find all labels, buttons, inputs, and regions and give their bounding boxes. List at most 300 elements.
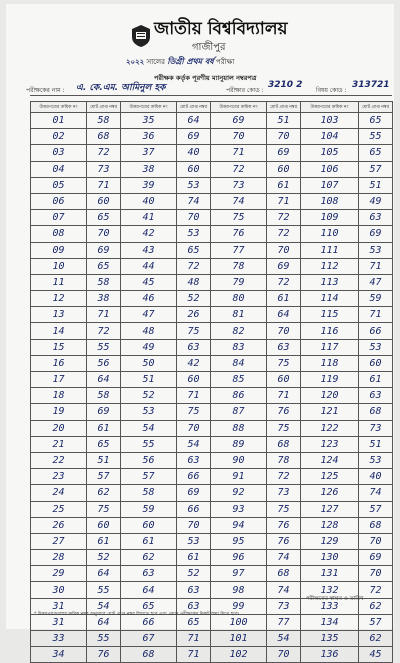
marks-cell: 76 [267, 517, 301, 533]
marks-cell: 49 [359, 193, 393, 209]
table-row [31, 452, 393, 468]
marks-cell: 26 [177, 307, 211, 323]
marks-cell: 71 [177, 631, 211, 647]
serial-cell: 52 [121, 388, 177, 404]
marks-cell: 65 [87, 436, 121, 452]
marks-cell: 64 [267, 307, 301, 323]
subject-value: 313721 [352, 80, 390, 90]
serial-cell: 129 [301, 533, 359, 549]
table-row [31, 226, 393, 242]
marks-cell: 60 [87, 517, 121, 533]
marks-cell: 63 [177, 582, 211, 598]
marks-cell: 69 [359, 226, 393, 242]
marks-cell: 71 [267, 388, 301, 404]
marks-cell: 68 [267, 436, 301, 452]
marks-cell: 74 [177, 193, 211, 209]
serial-cell: 58 [121, 485, 177, 501]
serial-cell: 61 [121, 533, 177, 549]
marks-cell: 63 [359, 388, 393, 404]
serial-cell: 84 [211, 355, 267, 371]
serial-cell: 62 [121, 550, 177, 566]
marks-cell: 51 [87, 452, 121, 468]
serial-cell: 77 [211, 242, 267, 258]
table-row [31, 242, 393, 258]
serial-cell: 116 [301, 323, 359, 339]
marks-cell: 63 [359, 210, 393, 226]
marks-cell: 70 [177, 517, 211, 533]
marks-cell: 40 [359, 469, 393, 485]
marks-cell: 57 [359, 501, 393, 517]
marks-cell: 60 [177, 372, 211, 388]
serial-cell: 55 [121, 436, 177, 452]
marks-cell: 70 [267, 323, 301, 339]
marks-cell: 58 [87, 388, 121, 404]
serial-cell: 99 [211, 598, 267, 614]
serial-cell: 85 [211, 372, 267, 388]
serial-cell: 134 [301, 614, 359, 630]
serial-cell: 91 [211, 469, 267, 485]
serial-cell: 64 [121, 582, 177, 598]
city-name: গাজীপুর [192, 42, 226, 53]
serial-cell: 37 [121, 145, 177, 161]
marks-cell: 71 [359, 307, 393, 323]
serial-cell: 28 [31, 550, 87, 566]
marks-cell: 66 [177, 501, 211, 517]
table-row [31, 274, 393, 290]
serial-cell: 135 [301, 631, 359, 647]
serial-cell: 70 [211, 129, 267, 145]
marks-cell: 52 [87, 550, 121, 566]
marks-cell: 65 [359, 113, 393, 129]
marks-cell: 76 [267, 533, 301, 549]
serial-cell: 25 [31, 501, 87, 517]
code-value: 3210 2 [268, 80, 303, 90]
marks-cell: 53 [177, 177, 211, 193]
form-title: পরীক্ষক কর্তৃক পূরণীয় ম্যানুয়াল নম্বরপত্র [154, 74, 257, 82]
serial-cell: 123 [301, 436, 359, 452]
serial-cell: 31 [31, 598, 87, 614]
marks-cell: 55 [87, 339, 121, 355]
marks-cell: 70 [267, 242, 301, 258]
serial-cell: 118 [301, 355, 359, 371]
serial-cell: 12 [31, 291, 87, 307]
serial-cell: 16 [31, 355, 87, 371]
serial-cell: 27 [31, 533, 87, 549]
marks-cell: 53 [177, 226, 211, 242]
marks-cell: 68 [359, 404, 393, 420]
table-row [31, 388, 393, 404]
serial-cell: 88 [211, 420, 267, 436]
serial-cell: 130 [301, 550, 359, 566]
marks-cell: 61 [267, 291, 301, 307]
column-header-marks: মোট প্রাপ্ত নম্বর [359, 102, 393, 113]
table-row [31, 355, 393, 371]
marks-cell: 54 [87, 598, 121, 614]
examiner-label: পরীক্ষকের নাম : [26, 87, 65, 94]
marks-cell: 65 [87, 258, 121, 274]
serial-cell: 107 [301, 177, 359, 193]
university-logo-icon [130, 24, 152, 48]
marks-cell: 40 [177, 145, 211, 161]
marks-cell: 52 [177, 291, 211, 307]
serial-cell: 24 [31, 485, 87, 501]
marks-cell: 74 [267, 550, 301, 566]
marks-cell: 61 [87, 420, 121, 436]
serial-cell: 100 [211, 614, 267, 630]
serial-cell: 15 [31, 339, 87, 355]
marks-cell: 75 [87, 501, 121, 517]
table-row [31, 566, 393, 582]
marks-cell: 73 [87, 161, 121, 177]
marks-cell: 53 [359, 242, 393, 258]
serial-cell: 49 [121, 339, 177, 355]
serial-cell: 82 [211, 323, 267, 339]
marks-cell: 51 [267, 113, 301, 129]
signature-label: পরীক্ষকের স্বাক্ষর ও তারিখ [306, 596, 364, 602]
serial-cell: 60 [121, 517, 177, 533]
serial-cell: 106 [301, 161, 359, 177]
serial-cell: 50 [121, 355, 177, 371]
serial-cell: 63 [121, 566, 177, 582]
table-row [31, 210, 393, 226]
marks-table [30, 101, 393, 663]
serial-cell: 81 [211, 307, 267, 323]
serial-cell: 06 [31, 193, 87, 209]
serial-cell: 21 [31, 436, 87, 452]
marks-cell: 60 [359, 355, 393, 371]
serial-cell: 112 [301, 258, 359, 274]
table-row [31, 533, 393, 549]
serial-cell: 117 [301, 339, 359, 355]
table-row [31, 550, 393, 566]
table-row [31, 420, 393, 436]
marks-cell: 62 [87, 485, 121, 501]
serial-cell: 34 [31, 647, 87, 663]
marks-cell: 55 [87, 582, 121, 598]
serial-cell: 76 [211, 226, 267, 242]
marks-cell: 75 [267, 501, 301, 517]
serial-cell: 94 [211, 517, 267, 533]
table-row [31, 307, 393, 323]
serial-cell: 73 [211, 177, 267, 193]
serial-cell: 17 [31, 372, 87, 388]
marks-cell: 75 [267, 420, 301, 436]
serial-cell: 45 [121, 274, 177, 290]
table-row [31, 145, 393, 161]
marks-cell: 74 [267, 582, 301, 598]
code-label: পরীক্ষার কোড : [226, 87, 264, 94]
marks-cell: 72 [267, 210, 301, 226]
serial-cell: 75 [211, 210, 267, 226]
serial-cell: 33 [31, 631, 87, 647]
table-row [31, 469, 393, 485]
serial-cell: 136 [301, 647, 359, 663]
marks-cell: 65 [177, 614, 211, 630]
serial-cell: 83 [211, 339, 267, 355]
serial-cell: 51 [121, 372, 177, 388]
serial-cell: 69 [211, 113, 267, 129]
serial-cell: 80 [211, 291, 267, 307]
marks-cell: 71 [87, 307, 121, 323]
serial-cell: 89 [211, 436, 267, 452]
serial-cell: 05 [31, 177, 87, 193]
marks-cell: 66 [359, 323, 393, 339]
serial-cell: 38 [121, 161, 177, 177]
marks-cell: 76 [267, 404, 301, 420]
marks-cell: 51 [359, 177, 393, 193]
marks-cell: 60 [267, 372, 301, 388]
marks-cell: 75 [177, 323, 211, 339]
serial-cell: 93 [211, 501, 267, 517]
serial-cell: 109 [301, 210, 359, 226]
serial-cell: 114 [301, 291, 359, 307]
marks-cell: 60 [267, 161, 301, 177]
table-row [31, 129, 393, 145]
serial-cell: 102 [211, 647, 267, 663]
marks-cell: 62 [359, 598, 393, 614]
serial-cell: 122 [301, 420, 359, 436]
serial-cell: 36 [121, 129, 177, 145]
serial-cell: 07 [31, 210, 87, 226]
serial-cell: 39 [121, 177, 177, 193]
marks-cell: 65 [359, 145, 393, 161]
serial-cell: 71 [211, 145, 267, 161]
serial-cell: 131 [301, 566, 359, 582]
serial-cell: 97 [211, 566, 267, 582]
marks-cell: 69 [177, 129, 211, 145]
marks-cell: 63 [267, 339, 301, 355]
marks-cell: 53 [177, 533, 211, 549]
serial-cell: 124 [301, 452, 359, 468]
serial-cell: 04 [31, 161, 87, 177]
marks-cell: 61 [267, 177, 301, 193]
marks-cell: 69 [177, 485, 211, 501]
table-row [31, 372, 393, 388]
serial-cell: 92 [211, 485, 267, 501]
table-row [31, 177, 393, 193]
marks-cell: 76 [87, 647, 121, 663]
serial-cell: 119 [301, 372, 359, 388]
serial-cell: 87 [211, 404, 267, 420]
serial-cell: 79 [211, 274, 267, 290]
serial-cell: 113 [301, 274, 359, 290]
column-header-serial: উত্তরপত্রের ক্রমিক নং [211, 102, 267, 113]
column-header-marks: মোট প্রাপ্ত নম্বর [177, 102, 211, 113]
marks-cell: 42 [177, 355, 211, 371]
marks-cell: 57 [87, 469, 121, 485]
marks-cell: 71 [177, 647, 211, 663]
marks-cell: 62 [359, 631, 393, 647]
marks-cell: 55 [359, 129, 393, 145]
serial-cell: 18 [31, 388, 87, 404]
marks-cell: 73 [359, 420, 393, 436]
table-row [31, 113, 393, 129]
table-row [31, 404, 393, 420]
serial-cell: 48 [121, 323, 177, 339]
marks-cell: 74 [359, 485, 393, 501]
serial-cell: 30 [31, 582, 87, 598]
serial-cell: 86 [211, 388, 267, 404]
column-header-serial: উত্তরপত্রের ক্রমিক নং [301, 102, 359, 113]
marks-cell: 72 [267, 469, 301, 485]
marks-cell: 61 [87, 533, 121, 549]
marks-cell: 70 [359, 566, 393, 582]
serial-cell: 22 [31, 452, 87, 468]
marks-cell: 57 [359, 161, 393, 177]
serial-cell: 31 [31, 614, 87, 630]
document-sheet [6, 4, 394, 661]
serial-cell: 67 [121, 631, 177, 647]
column-header-serial: উত্তরপত্রের ক্রমিক নং [121, 102, 177, 113]
serial-cell: 126 [301, 485, 359, 501]
marks-cell: 68 [359, 517, 393, 533]
marks-cell: 47 [359, 274, 393, 290]
marks-cell: 45 [359, 647, 393, 663]
serial-cell: 23 [31, 469, 87, 485]
serial-cell: 68 [121, 647, 177, 663]
marks-cell: 64 [87, 566, 121, 582]
marks-cell: 70 [267, 129, 301, 145]
marks-cell: 63 [177, 452, 211, 468]
marks-cell: 70 [359, 533, 393, 549]
serial-cell: 78 [211, 258, 267, 274]
examiner-name: এ. কে.এম. আমিনুল হক [76, 83, 166, 93]
table-header-row [31, 102, 393, 113]
marks-cell: 38 [87, 291, 121, 307]
marks-cell: 72 [177, 258, 211, 274]
university-title: জাতীয় বিশ্ববিদ্যালয় [154, 19, 288, 39]
serial-cell: 54 [121, 420, 177, 436]
marks-cell: 57 [359, 614, 393, 630]
marks-cell: 64 [87, 614, 121, 630]
marks-cell: 61 [177, 550, 211, 566]
exam-suffix: পরীক্ষা [215, 58, 235, 66]
serial-cell: 66 [121, 614, 177, 630]
serial-cell: 09 [31, 242, 87, 258]
marks-cell: 72 [267, 226, 301, 242]
serial-cell: 101 [211, 631, 267, 647]
marks-cell: 73 [267, 598, 301, 614]
serial-cell: 14 [31, 323, 87, 339]
marks-cell: 58 [87, 274, 121, 290]
serial-cell: 44 [121, 258, 177, 274]
serial-cell: 26 [31, 517, 87, 533]
serial-cell: 132 [301, 582, 359, 598]
serial-cell: 41 [121, 210, 177, 226]
marks-cell: 69 [87, 404, 121, 420]
serial-cell: 47 [121, 307, 177, 323]
marks-cell: 69 [267, 258, 301, 274]
marks-cell: 48 [177, 274, 211, 290]
serial-cell: 65 [121, 598, 177, 614]
table-row [31, 501, 393, 517]
marks-cell: 56 [87, 355, 121, 371]
marks-cell: 71 [359, 258, 393, 274]
marks-cell: 53 [359, 339, 393, 355]
marks-cell: 75 [267, 355, 301, 371]
serial-cell: 35 [121, 113, 177, 129]
table-row [31, 258, 393, 274]
subject-label: বিষয় কোড : [316, 87, 347, 94]
marks-cell: 69 [87, 242, 121, 258]
serial-cell: 104 [301, 129, 359, 145]
marks-cell: 61 [359, 372, 393, 388]
serial-cell: 125 [301, 469, 359, 485]
table-row [31, 193, 393, 209]
marks-cell: 71 [267, 193, 301, 209]
divider [30, 95, 392, 96]
serial-cell: 120 [301, 388, 359, 404]
marks-cell: 58 [87, 113, 121, 129]
serial-cell: 108 [301, 193, 359, 209]
marks-cell: 77 [267, 614, 301, 630]
serial-cell: 19 [31, 404, 87, 420]
marks-cell: 69 [267, 145, 301, 161]
table-row [31, 485, 393, 501]
serial-cell: 110 [301, 226, 359, 242]
serial-cell: 115 [301, 307, 359, 323]
serial-cell: 56 [121, 452, 177, 468]
serial-cell: 96 [211, 550, 267, 566]
serial-cell: 01 [31, 113, 87, 129]
marks-cell: 72 [267, 274, 301, 290]
serial-cell: 127 [301, 501, 359, 517]
marks-cell: 53 [359, 452, 393, 468]
serial-cell: 02 [31, 129, 87, 145]
table-row [31, 647, 393, 663]
table-row [31, 291, 393, 307]
footer-note: * উত্তরপত্রগুলোর ক্রমিক নম্বর অনুসারে মোট প্রাপ্ত নম্বর লিখতে হবে এবং প্রধান পরীক্ষকের নিকট জমা দিতে হবে। [34, 612, 240, 617]
marks-cell: 71 [87, 177, 121, 193]
serial-cell: 03 [31, 145, 87, 161]
marks-cell: 54 [177, 436, 211, 452]
marks-cell: 72 [359, 582, 393, 598]
serial-cell: 20 [31, 420, 87, 436]
marks-cell: 60 [87, 193, 121, 209]
exam-line [126, 56, 234, 69]
marks-cell: 60 [177, 161, 211, 177]
serial-cell: 95 [211, 533, 267, 549]
serial-cell: 98 [211, 582, 267, 598]
marks-cell: 73 [267, 485, 301, 501]
column-header-serial: উত্তরপত্রের ক্রমিক নং [31, 102, 87, 113]
marks-cell: 66 [177, 469, 211, 485]
serial-cell: 74 [211, 193, 267, 209]
marks-cell: 65 [87, 210, 121, 226]
marks-cell: 72 [87, 145, 121, 161]
serial-cell: 111 [301, 242, 359, 258]
column-header-marks: মোট প্রাপ্ত নম্বর [87, 102, 121, 113]
marks-cell: 70 [267, 647, 301, 663]
marks-cell: 68 [87, 129, 121, 145]
serial-cell: 133 [301, 598, 359, 614]
serial-cell: 72 [211, 161, 267, 177]
marks-cell: 72 [87, 323, 121, 339]
marks-cell: 64 [177, 113, 211, 129]
serial-cell: 46 [121, 291, 177, 307]
marks-cell: 69 [359, 550, 393, 566]
marks-cell: 59 [359, 291, 393, 307]
serial-cell: 53 [121, 404, 177, 420]
exam-prefix: সালের [146, 58, 165, 66]
table-row [31, 436, 393, 452]
serial-cell: 57 [121, 469, 177, 485]
marks-cell: 71 [177, 388, 211, 404]
marks-cell: 68 [267, 566, 301, 582]
serial-cell: 59 [121, 501, 177, 517]
marks-cell: 78 [267, 452, 301, 468]
marks-cell: 70 [177, 420, 211, 436]
